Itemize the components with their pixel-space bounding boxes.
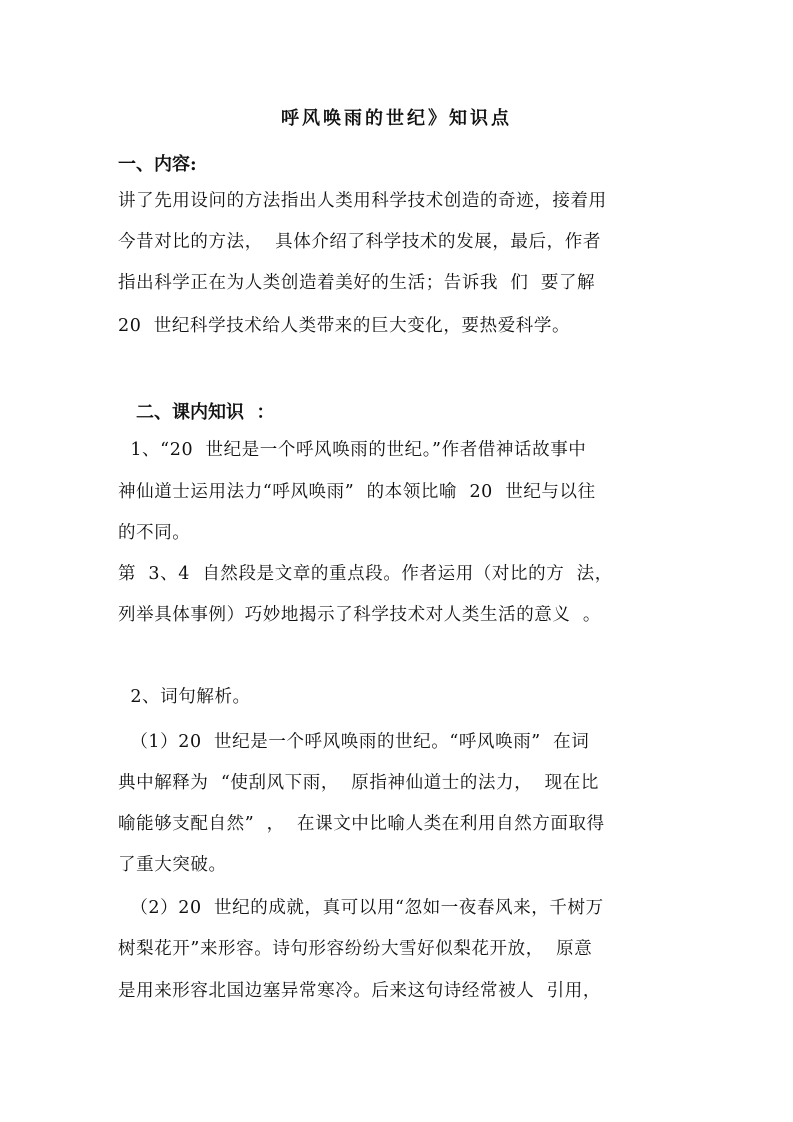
paragraph-line: 讲了先用设问的方法指出人类用科学技术创造的奇迹，接着用: [118, 191, 607, 211]
paragraph-line: 的不同。: [118, 523, 191, 543]
section-heading-knowledge: 二、课内知识 ：: [136, 402, 275, 423]
paragraph-line: 树梨花开”来形容。诗句形容纷纷大雪好似梨花开放， 原意: [118, 939, 593, 959]
paragraph-line: 第 3、4 自然段是文章的重点段。作者运用（对比的方 法，: [118, 564, 613, 584]
paragraph-line: 是用来形容北国边塞异常寒冷。后来这句诗经常被人 引用，: [118, 981, 601, 1001]
paragraph-line: （1）20 世纪是一个呼风唤雨的世纪。“呼风唤雨” 在词: [118, 732, 590, 752]
paragraph-line: 神仙道士运用法力“呼风唤雨” 的本领比喻 20 世纪与以往: [118, 482, 596, 502]
paragraph-line: 20 世纪科学技术给人类带来的巨大变化，要热爱科学。: [118, 316, 571, 336]
paragraph-line: 列举具体事例）巧妙地揭示了科学技术对人类生活的意义 。: [118, 605, 601, 625]
page-title: 呼风唤雨的世纪》知识点: [281, 108, 512, 129]
paragraph-line: 1、“20 世纪是一个呼风唤雨的世纪。”作者借神话故事中: [118, 440, 587, 460]
paragraph-line: 典中解释为 “使刮风下雨， 原指神仙道士的法力， 现在比: [118, 773, 599, 793]
paragraph-line: 喻能够支配自然” ， 在课文中比喻人类在利用自然方面取得: [118, 814, 605, 834]
section-heading-content: 一、内容:: [118, 154, 197, 175]
paragraph-line: 2、词句解析。: [118, 687, 251, 707]
paragraph-line: 了重大突破。: [118, 855, 227, 875]
paragraph-line: 今昔对比的方法， 具体介绍了科学技术的发展，最后，作者: [118, 232, 601, 252]
paragraph-line: 指出科学正在为人类创造着美好的生活；告诉我 们 要了解: [118, 273, 596, 293]
paragraph-line: （2）20 世纪的成就，真可以用“忽如一夜春风来，千树万: [118, 898, 604, 918]
